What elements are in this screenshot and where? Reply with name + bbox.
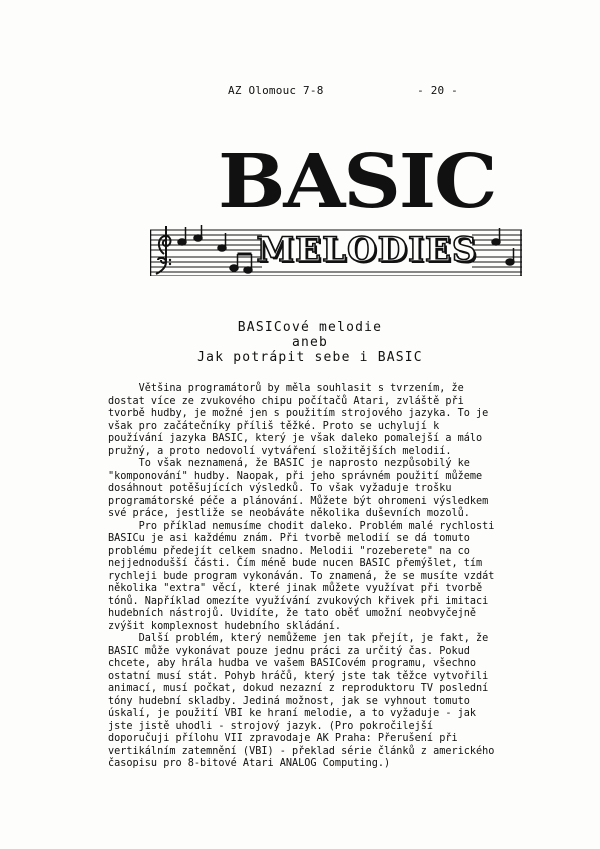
body-line: Pro příklad nemusíme chodit daleko. Problém malé rychlosti — [108, 520, 495, 532]
header-source: AZ Olomouc 7-8 — [228, 84, 324, 97]
title-line-2: aneb — [291, 335, 329, 350]
body-line: tónů. Například omezíte využívání zvukových křivek při imitaci — [108, 595, 489, 607]
page-header — [228, 84, 458, 97]
body-line: své práce, jestliže se neobáváte několika duševních mozolů. — [108, 508, 470, 519]
body-line: BASIC může vykonávat pouze jednu práci za určitý čas. Pokud — [108, 645, 470, 657]
body-line: ostatní musí stát. Pohyb hráčů, který jste tak těžce vytvořili — [108, 670, 489, 682]
body-line: vertikálním zatemnění (VBI) - překlad série článků z amerického — [108, 745, 495, 757]
body-line: problému předejít celkem snadno. Melodii "rozeberete" na co — [108, 545, 470, 557]
body-line: chcete, aby hrála hudba ve vašem BASICovém programu, všechno — [108, 658, 477, 669]
body-line: dosáhnout potěšujících výsledků. To však vyžaduje trošku — [108, 483, 452, 494]
body-line: používání jazyka BASIC, který je však daleko pomalejší a málo — [108, 433, 483, 444]
body-line: To však neznamená, že BASIC je naprosto nezpůsobilý ke — [108, 458, 470, 469]
body-line: rychleji bude program vykonáván. To znamená, že se musíte vzdát — [108, 570, 495, 582]
body-line: Další problém, který nemůžeme jen tak přejít, je fakt, že — [108, 633, 489, 644]
melodies-staff-logo — [150, 224, 525, 276]
logo-basic-text: BASIC — [218, 139, 496, 225]
body-line: tvorbě hudby, je možné jen s použitím strojového jazyka. To je — [108, 408, 489, 419]
body-line: Většina programátorů by měla souhlasit s tvrzením, že — [108, 383, 464, 394]
article-body — [108, 383, 544, 771]
body-line: hudebních nástrojů. Uvidíte, že tato oběť umožní neobvyčejně — [108, 608, 477, 619]
title-line-3: Jak potrápit sebe i BASIC — [197, 350, 423, 365]
body-line: několika "extra" věcí, které jinak můžete využívat při tvorbě — [108, 583, 483, 594]
body-line: zvýšit komplexnost hudebního skládání. — [108, 620, 342, 632]
body-line: programátorské péče a plánování. Můžete být ohromeni výsledkem — [108, 495, 489, 507]
body-line: "komponování" hudby. Naopak, při jeho správném použití můžeme — [108, 470, 483, 482]
logo-melodies-text: MELODIES — [256, 230, 478, 270]
body-line: nejjednodušší části. Čím méně bude nucen BASIC přemýšlet, tím — [108, 558, 483, 569]
body-line: časopisu pro 8-bitové Atari ANALOG Computing.) — [108, 758, 391, 769]
body-line: tóny hudební skladby. Jediná možnost, jak se vyhnout tomuto — [108, 695, 470, 707]
article-title — [100, 320, 520, 365]
page-number: - 20 - — [417, 84, 458, 97]
melodies-banner — [256, 230, 478, 270]
body-line: dostat více ze zvukového chipu počítačů Atari, zvláště při — [108, 395, 464, 407]
body-line: však pro začátečníky příliš těžké. Proto se uchylují k — [108, 420, 440, 432]
body-line: BASICu je asi každému znám. Při tvorbě melodií se dá tomuto — [108, 533, 470, 544]
body-line: jste jistě uhodli - strojový jazyk. (Pro pokročilejší — [108, 720, 434, 732]
body-line: úskalí, je použití VBI ke hraní melodie, a to vyžaduje - jak — [108, 708, 477, 719]
body-line: pružný, a proto nedovolí vytváření složitějších melodií. — [108, 445, 452, 457]
title-line-1: BASICové melodie — [237, 320, 383, 335]
body-line: doporučuji přílohu VII zpravodaje AK Praha: Přerušení při — [108, 733, 458, 744]
body-line: animací, musí počkat, dokud nezazní z reproduktoru TV poslední — [108, 683, 489, 694]
